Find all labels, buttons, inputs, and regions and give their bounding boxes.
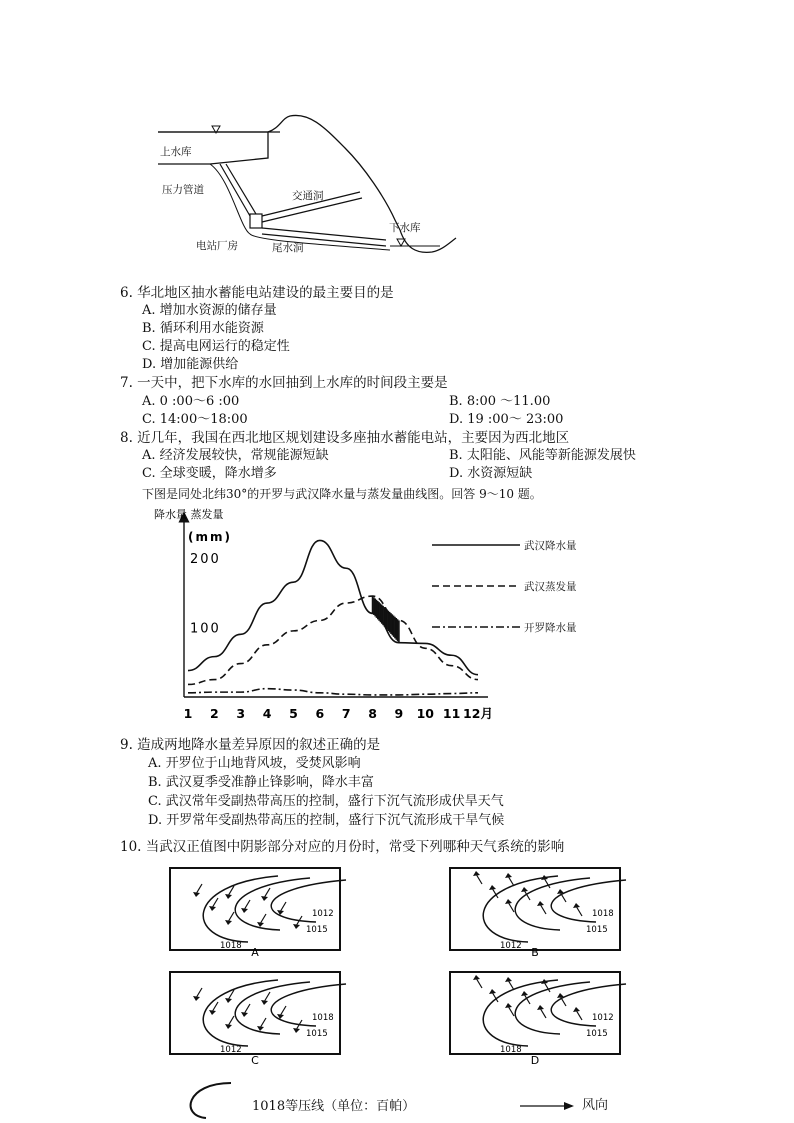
x-tick-label: 12月 [463, 706, 493, 721]
question-6-option-b: B. 循环利用水能资源 [142, 321, 264, 336]
label-access-tunnel: 交通洞 [292, 190, 324, 202]
legend-label-2: 开罗降水量 [524, 622, 577, 634]
x-tick-label: 1 [183, 706, 193, 721]
isobar-label-B-2: 1018 [592, 909, 614, 919]
map-letter-C: C [251, 1054, 259, 1067]
wind-arrow-legend-symbol [518, 1098, 578, 1114]
y-axis-unit: (mm) [188, 530, 232, 544]
x-tick-label: 2 [210, 706, 219, 721]
map-letter-A: A [251, 946, 259, 959]
question-6-option-c: C. 提高电网运行的稳定性 [142, 339, 290, 354]
label-lower-reservoir: 下水库 [389, 222, 421, 234]
question-6-option-d: D. 增加能源供给 [142, 357, 239, 372]
x-tick-label: 9 [394, 706, 404, 721]
intro-9-10: 下图是同处北纬30°的开罗与武汉降水量与蒸发量曲线图。回答 9～10 题。 [142, 487, 542, 501]
y-axis-label: 降水量 蒸发量 [154, 508, 224, 521]
label-penstock: 压力管道 [162, 184, 204, 196]
question-9-option-b: B. 武汉夏季受准静止锋影响，降水丰富 [148, 775, 374, 790]
isobar-legend-text: 1018等压线（单位：百帕） [252, 1099, 416, 1114]
x-tick-label: 8 [368, 706, 377, 721]
pressure-maps [160, 860, 640, 1075]
question-7-option-c: C. 14:00～18:00 [142, 412, 248, 427]
isobar-label-A-0: 1018 [220, 941, 242, 951]
question-9-option-a: A. 开罗位于山地背风坡，受焚风影响 [148, 756, 361, 771]
isobar-label-C-2: 1018 [312, 1013, 334, 1023]
question-7-option-b: B. 8:00 ～11.00 [449, 394, 551, 409]
question-9-stem: 9. 造成两地降水量差异原因的叙述正确的是 [120, 737, 381, 753]
isobar-label-A-1: 1015 [306, 925, 328, 935]
question-7-option-a: A. 0 :00～6 :00 [142, 394, 240, 409]
question-8-stem: 8. 近几年，我国在西北地区规划建设多座抽水蓄能电站，主要因为西北地区 [120, 430, 570, 446]
x-tick-label: 3 [236, 706, 246, 721]
isobar-label-B-0: 1012 [500, 941, 522, 951]
label-powerhouse: 电站厂房 [196, 240, 238, 252]
question-9-option-d: D. 开罗常年受副热带高压的控制，盛行下沉气流形成干旱气候 [148, 813, 505, 828]
x-tick-label: 7 [341, 706, 351, 721]
question-8-option-c: C. 全球变暖，降水增多 [142, 466, 277, 481]
question-8-option-b: B. 太阳能、风能等新能源发展快 [449, 448, 636, 463]
label-upper-reservoir: 上水库 [160, 146, 192, 158]
isobar-label-D-0: 1018 [500, 1045, 522, 1055]
question-9-option-c: C. 武汉常年受副热带高压的控制，盛行下沉气流形成伏旱天气 [148, 794, 504, 809]
question-7-option-d: D. 19 :00～ 23:00 [449, 412, 564, 427]
question-10-stem: 10. 当武汉正值图中阴影部分对应的月份时，常受下列哪种天气系统的影响 [120, 839, 565, 855]
isobar-label-B-1: 1015 [586, 925, 608, 935]
legend-label-0: 武汉降水量 [524, 540, 577, 552]
isobar-label-A-2: 1012 [312, 909, 334, 919]
question-8-option-d: D. 水资源短缺 [449, 466, 533, 481]
isobar-label-C-0: 1012 [220, 1045, 242, 1055]
series-line-2 [188, 689, 478, 695]
wind-legend-text: 风向 [582, 1098, 609, 1113]
isobar-legend-symbol [176, 1080, 246, 1120]
isobar-label-D-2: 1012 [592, 1013, 614, 1023]
y-tick-label: 100 [190, 621, 221, 637]
label-tailrace: 尾水洞 [272, 242, 304, 254]
isobar-label-C-1: 1015 [306, 1029, 328, 1039]
question-7-stem: 7. 一天中，把下水库的水回抽到上水库的时间段主要是 [120, 375, 448, 391]
question-6-stem: 6. 华北地区抽水蓄能电站建设的最主要目的是 [120, 285, 394, 301]
isobar-label-D-1: 1015 [586, 1029, 608, 1039]
map-letter-B: B [531, 946, 539, 959]
precip-evap-chart [150, 505, 550, 725]
x-tick-label: 5 [289, 706, 298, 721]
x-tick-label: 4 [262, 706, 272, 721]
question-6-option-a: A. 增加水资源的储存量 [142, 303, 277, 318]
question-8-option-a: A. 经济发展较快，常规能源短缺 [142, 448, 329, 463]
x-tick-label: 11 [442, 706, 461, 721]
x-tick-label: 10 [416, 706, 434, 721]
x-tick-label: 6 [315, 706, 325, 721]
series-line-0 [188, 540, 478, 674]
y-tick-label: 200 [190, 551, 221, 567]
legend-label-1: 武汉蒸发量 [524, 581, 577, 593]
map-letter-D: D [530, 1054, 540, 1067]
